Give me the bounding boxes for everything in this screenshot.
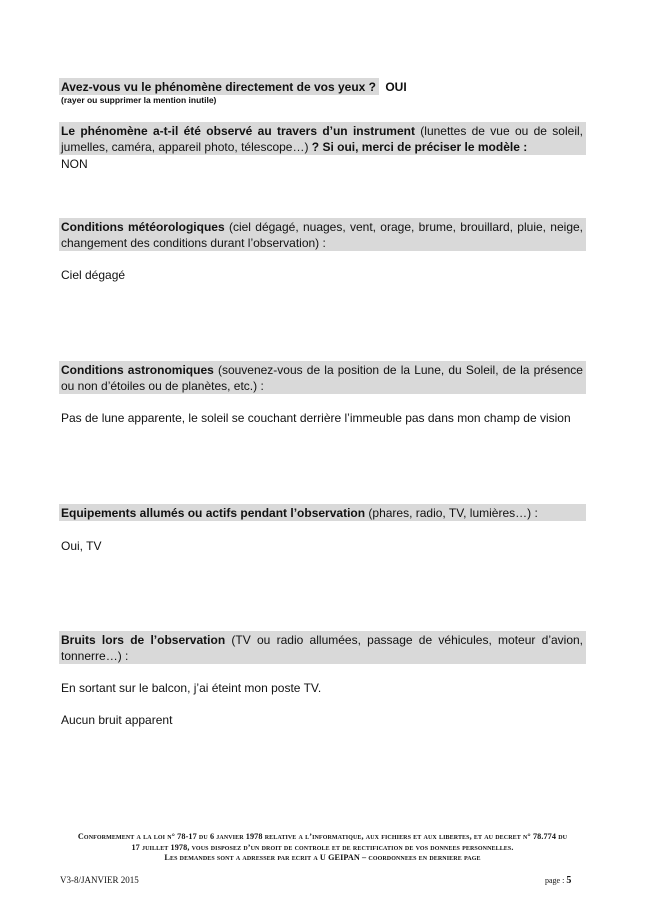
question-label: Avez-vous vu le phénomène directement de vos yeux ? bbox=[59, 78, 379, 95]
answer-astronomical: Pas de lune apparente, le soleil se couchant derrière l’immeuble pas dans mon champ de vision bbox=[61, 411, 571, 425]
question-label: Equipements allumés ou actifs pendant l’observation (phares, radio, TV, lumières…) : bbox=[59, 504, 586, 521]
question-label: Conditions astronomiques (souvenez-vous de la position de la Lune, du Soleil, de la présence ou non d’étoiles ou de planètes, etc.) : bbox=[59, 361, 586, 394]
legal-notice bbox=[60, 832, 585, 864]
instruction-note: (rayer ou supprimer la mention inutile) bbox=[61, 95, 217, 105]
question-astronomical bbox=[59, 361, 586, 394]
page-label: page : bbox=[545, 876, 565, 885]
question-weather bbox=[59, 218, 586, 251]
question-label: Conditions météorologiques (ciel dégagé, nuages, vent, orage, brume, brouillard, pluie, neige, changement des conditions durant l’observation) : bbox=[59, 218, 586, 251]
answer-noises-1: En sortant sur le balcon, j’ai éteint mon poste TV. bbox=[61, 681, 322, 695]
document-version: V3-8/JANVIER 2015 bbox=[60, 875, 139, 885]
legal-notice-line-1: Conformement a la loi n° 78-17 du 6 janvier 1978 relative a l’informatique, aux fichiers et aux libertes, et au decret n° 78.774 du bbox=[77, 832, 568, 841]
answer-instrument: NON bbox=[61, 157, 88, 171]
page-number bbox=[545, 875, 571, 886]
question-noises bbox=[59, 631, 586, 664]
legal-notice-line-2: 17 juillet 1978, vous disposez d’un droit de controle et de rectification de vos donnees personnelles. bbox=[131, 842, 514, 852]
answer-noises-2: Aucun bruit apparent bbox=[61, 713, 173, 727]
answer-weather: Ciel dégagé bbox=[61, 268, 126, 282]
question-label: Bruits lors de l’observation (TV ou radio allumées, passage de véhicules, moteur d’avion, tonnerre…) : bbox=[59, 631, 586, 664]
answer-equipment: Oui, TV bbox=[61, 539, 102, 553]
answer-inline: OUI bbox=[385, 80, 407, 94]
question-equipment bbox=[59, 504, 586, 521]
legal-notice-line-3: Les demandes sont a adresser par ecrit a U GEIPAN – coordonnees en derniere page bbox=[164, 853, 481, 862]
question-direct-observation bbox=[59, 78, 407, 106]
question-label: Le phénomène a-t-il été observé au travers d’un instrument (lunettes de vue ou de soleil, jumelles, caméra, appareil photo, télescope…) ? Si oui, merci de préciser le modèle : bbox=[59, 122, 586, 155]
page-number-value: 5 bbox=[566, 875, 572, 886]
question-instrument bbox=[59, 122, 586, 155]
